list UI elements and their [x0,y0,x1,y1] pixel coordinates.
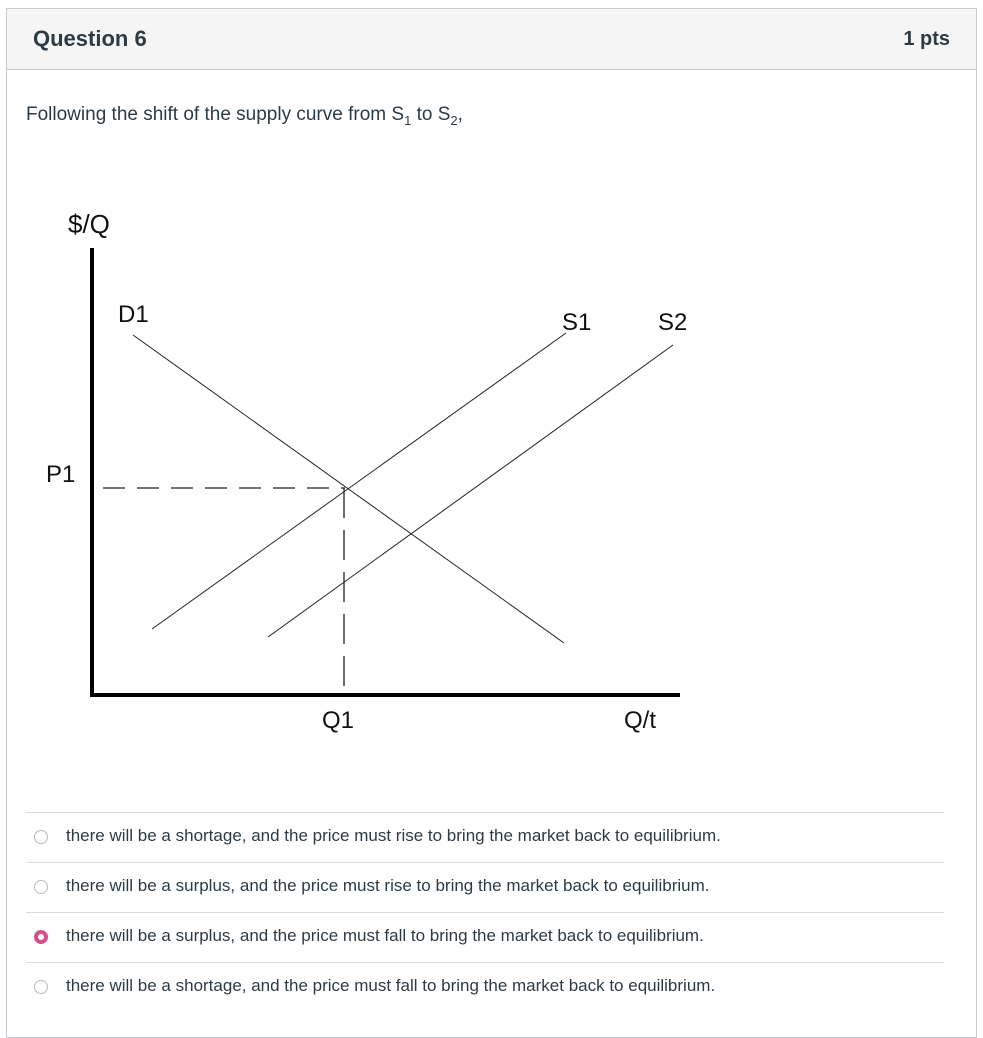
answer-option-4[interactable] [26,962,944,1012]
answer-option-2[interactable] [26,862,944,912]
question-title: Question 6 [33,26,147,51]
supply-demand-graph [34,200,694,750]
supply1-label: S1 [562,309,592,336]
answer-label: there will be a surplus, and the price must rise to bring the market back to equilibrium. [66,876,710,895]
prompt-prefix: Following the shift of the supply curve from S [26,104,405,125]
question-header [7,9,976,70]
y-axis-label: $/Q [68,209,110,239]
demand-label: D1 [118,301,149,328]
radio-button[interactable] [34,880,48,894]
answer-label: there will be a shortage, and the price must rise to bring the market back to equilibrium. [66,826,721,845]
radio-button-selected[interactable] [34,930,48,944]
price-label: P1 [46,461,76,488]
x-axis-label: Q/t [624,707,657,734]
prompt-suffix: , [457,104,463,125]
supply-curve-s2 [268,345,673,637]
question-points: 1 pts [903,28,950,50]
answer-list [26,812,944,1012]
answer-option-1[interactable] [26,812,944,862]
supply-curve-s1 [152,333,566,629]
answer-label: there will be a surplus, and the price must fall to bring the market back to equilibrium. [66,926,704,945]
prompt-mid: to S [411,104,451,125]
radio-button[interactable] [34,980,48,994]
prompt-sub-2: 2 [450,112,458,128]
supply2-label: S2 [658,309,688,336]
answer-option-3[interactable] [26,912,944,962]
quantity-label: Q1 [322,707,355,734]
question-prompt [26,104,463,128]
prompt-sub-1: 1 [404,112,412,128]
answer-label: there will be a shortage, and the price must fall to bring the market back to equilibrium. [66,976,716,995]
radio-button[interactable] [34,830,48,844]
